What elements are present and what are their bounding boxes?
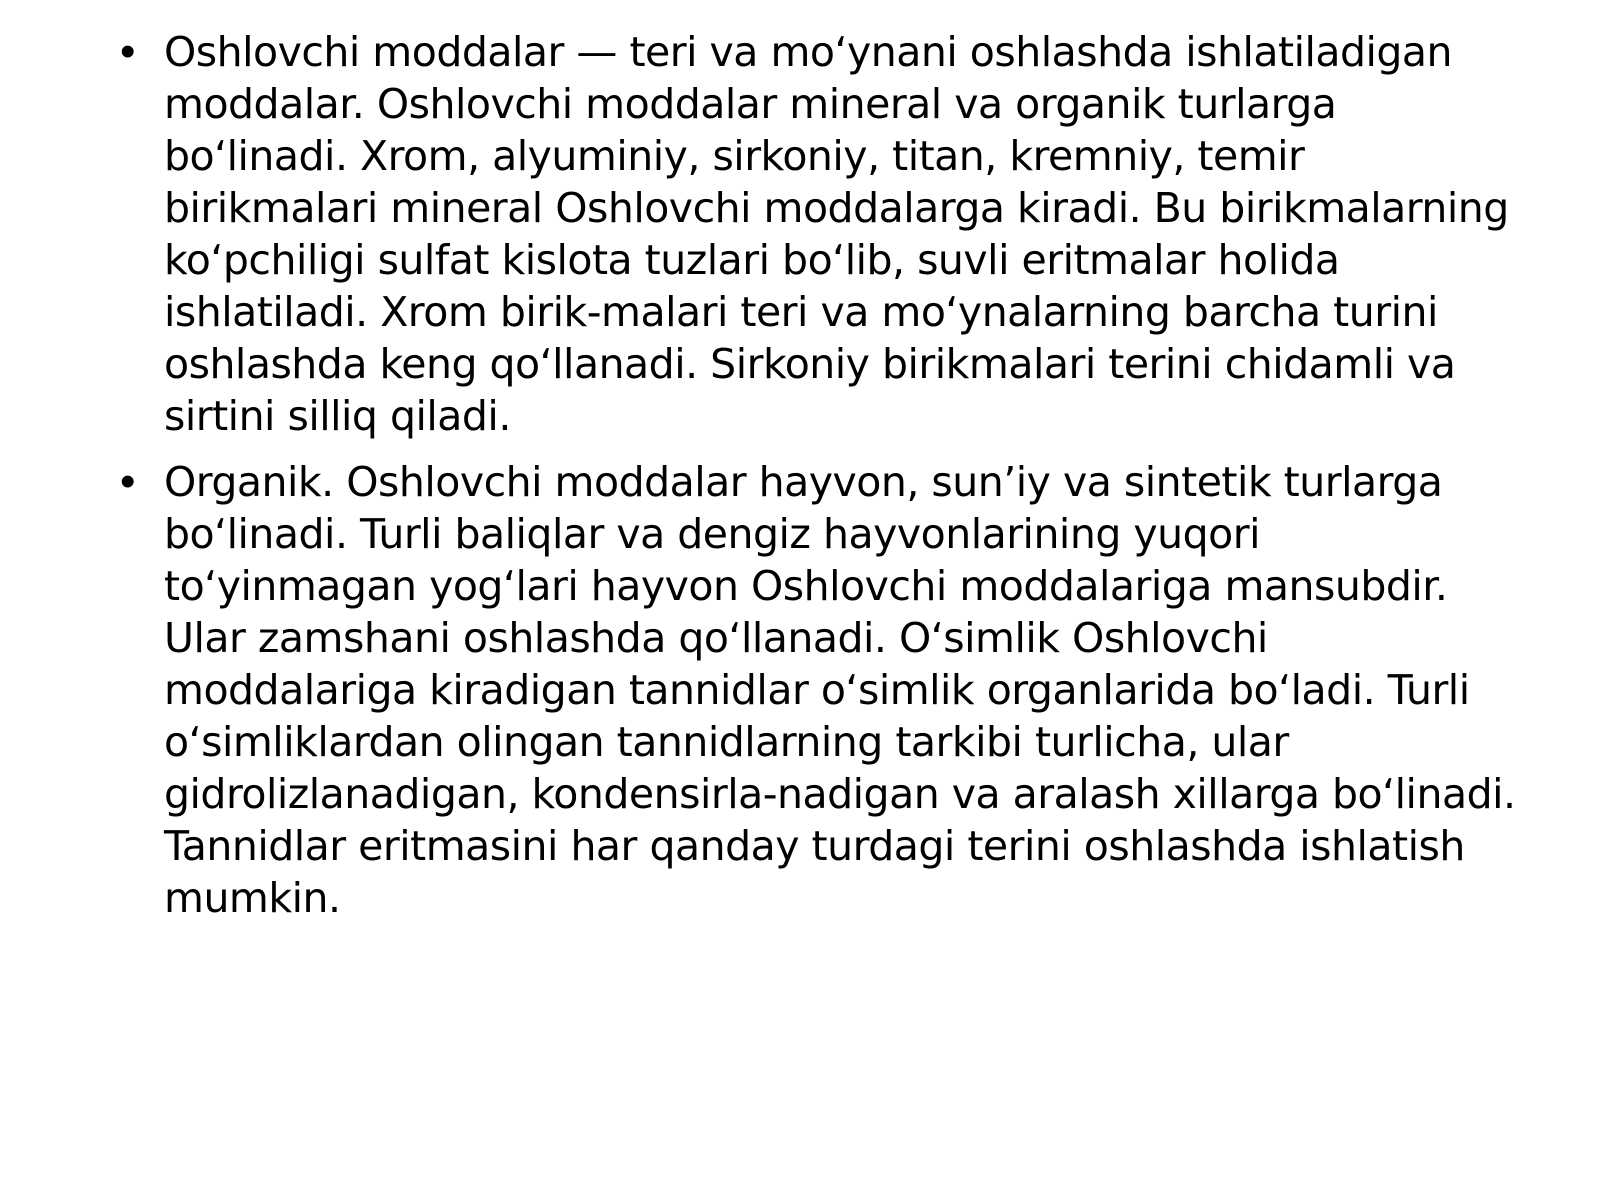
slide-content xyxy=(120,26,1520,938)
bullet-dot-icon: • xyxy=(120,27,136,76)
bullet-text: Oshlovchi moddalar — teri va moʻynani oshlashda ishlatiladigan moddalar. Oshlovchi moddalar mineral va organik turlarga boʻlinadi. Xrom, alyuminiy, sirkoniy, titan, kremniy, temir birikmalari mineral Oshlovchi moddalarga kiradi. Bu birikmalarning koʻpchiligi sulfat kislota tuzlari boʻlib, suvli eritmalar holida ishlatiladi. Xrom birik-malari teri va moʻynalarning barcha turini oshlashda keng qoʻllanadi. Sirkoniy birikmalari terini chidamli va sirtini silliq qiladi. xyxy=(164,28,1509,440)
bullet-dot-icon: • xyxy=(120,457,136,506)
bullet-list xyxy=(120,26,1520,924)
bullet-item-organic xyxy=(120,456,1520,924)
bullet-text: Organik. Oshlovchi moddalar hayvon, sun’iy va sintetik turlarga boʻlinadi. Turli baliqlar va dengiz hayvonlarining yuqori toʻyinmagan yogʻlari hayvon Oshlovchi moddalariga mansubdir. Ular zamshani oshlashda qoʻllanadi. Oʻsimlik Oshlovchi moddalariga kiradigan tannidlar oʻsimlik organlarida boʻladi. Turli oʻsimliklardan olingan tannidlarning tarkibi turlicha, ular gidrolizlanadigan, kondensirla-nadigan va aralash xillarga boʻlinadi. Tannidlar eritmasini har qanday turdagi terini oshlashda ishlatish mumkin. xyxy=(164,458,1516,922)
bullet-item-mineral xyxy=(120,26,1520,442)
